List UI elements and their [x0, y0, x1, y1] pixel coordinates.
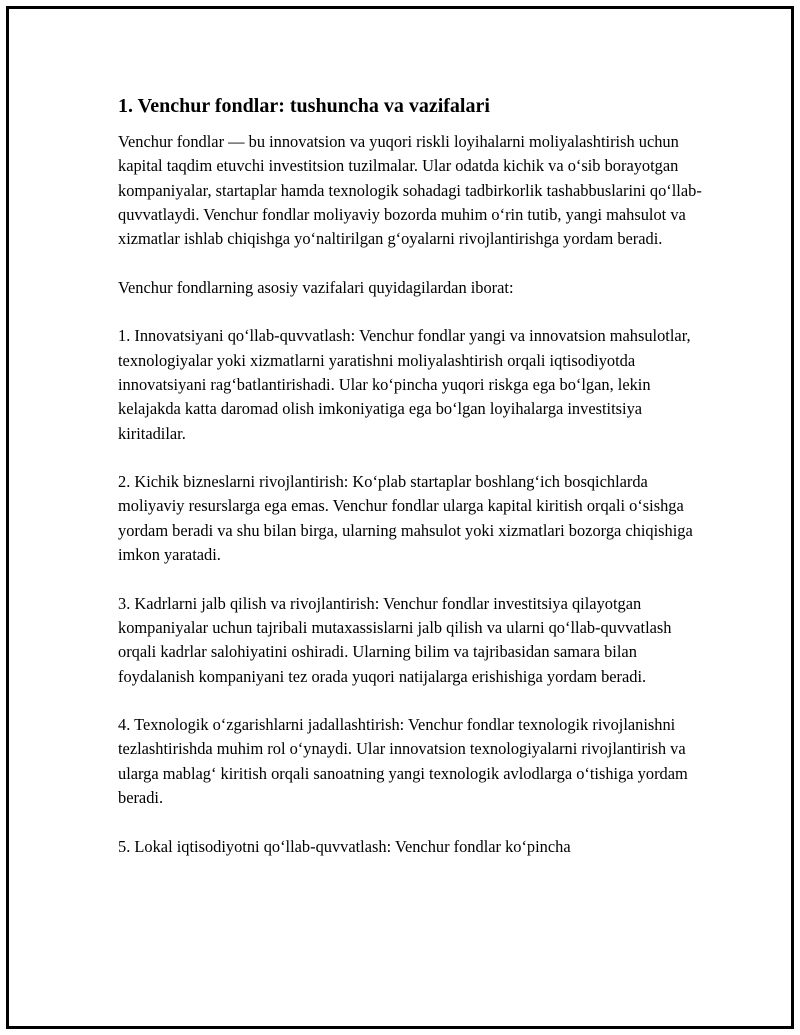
- paragraph-item-5: 5. Lokal iqtisodiyotni qo‘llab-quvvatlash: Venchur fondlar ko‘pincha: [118, 836, 571, 856]
- paragraph-item-1: 1. Innovatsiyani qo‘llab-quvvatlash: Venchur fondlar yangi va innovatsion mahsulotlar, texnologiyalar yoki xizmatlarni yaratishni moliyalashtirish orqali iqtisodiyotda innovatsiyani rag‘batlantirishadi. Ular ko‘pincha yuqori riskga ega bo‘lgan, lekin kelajakda katta daromad olish imkoniyatiga ega bo‘lgan loyihalarga investitsiya kiritadilar.: [118, 326, 691, 443]
- paragraph-item-2: 2. Kichik bizneslarni rivojlantirish: Ko‘plab startaplar boshlang‘ich bosqichlarda moliyaviy resurslarga ega emas. Venchur fondlar ularga kapital kiritish orqali o‘sishga yordam beradi va shu bilan birga, ularning mahsulot yoki xizmatlari bozorga chiqishiga imkon yaratadi.: [118, 472, 693, 565]
- paragraph-item-4: 4. Texnologik o‘zgarishlarni jadallashtirish: Venchur fondlar texnologik rivojlanishni tezlashtirishda muhim rol o‘ynaydi. Ular innovatsion texnologiyalarni rivojlantirish va ularga mablag‘ kiritish orqali sanoatning yangi texnologik avlodlarga o‘tishiga yordam beradi.: [118, 715, 688, 808]
- document-title: 1. Venchur fondlar: tushuncha va vazifalari: [118, 95, 490, 117]
- paragraph-functions-heading: Venchur fondlarning asosiy vazifalari quyidagilardan iborat:: [118, 277, 514, 297]
- paragraph-intro: Venchur fondlar — bu innovatsion va yuqori riskli loyihalarni moliyalashtirish uchun kapital taqdim etuvchi investitsion tuzilmalar. Ular odatda kichik va o‘sib borayotgan kompaniyalar, startaplar hamda texnologik sohadagi tadbirkorlik tashabbuslarini qo‘llab-quvvatlaydi. Venchur fondlar moliyaviy bozorda muhim o‘rin tutib, yangi mahsulot va xizmatlar ishlab chiqishga yo‘naltirilgan g‘oyalarni rivojlantirishga yordam beradi.: [118, 132, 702, 249]
- paragraph-item-3: 3. Kadrlarni jalb qilish va rivojlantirish: Venchur fondlar investitsiya qilayotgan kompaniyalar uchun tajribali mutaxassislarni jalb qilish va ularni qo‘llab-quvvatlash orqali kadrlar salohiyatini oshiradi. Ularning bilim va tajribasidan samara bilan foydalanish kompaniyani tez orada yuqori natijalarga erishishiga yordam beradi.: [118, 593, 672, 686]
- document-body: [118, 92, 703, 883]
